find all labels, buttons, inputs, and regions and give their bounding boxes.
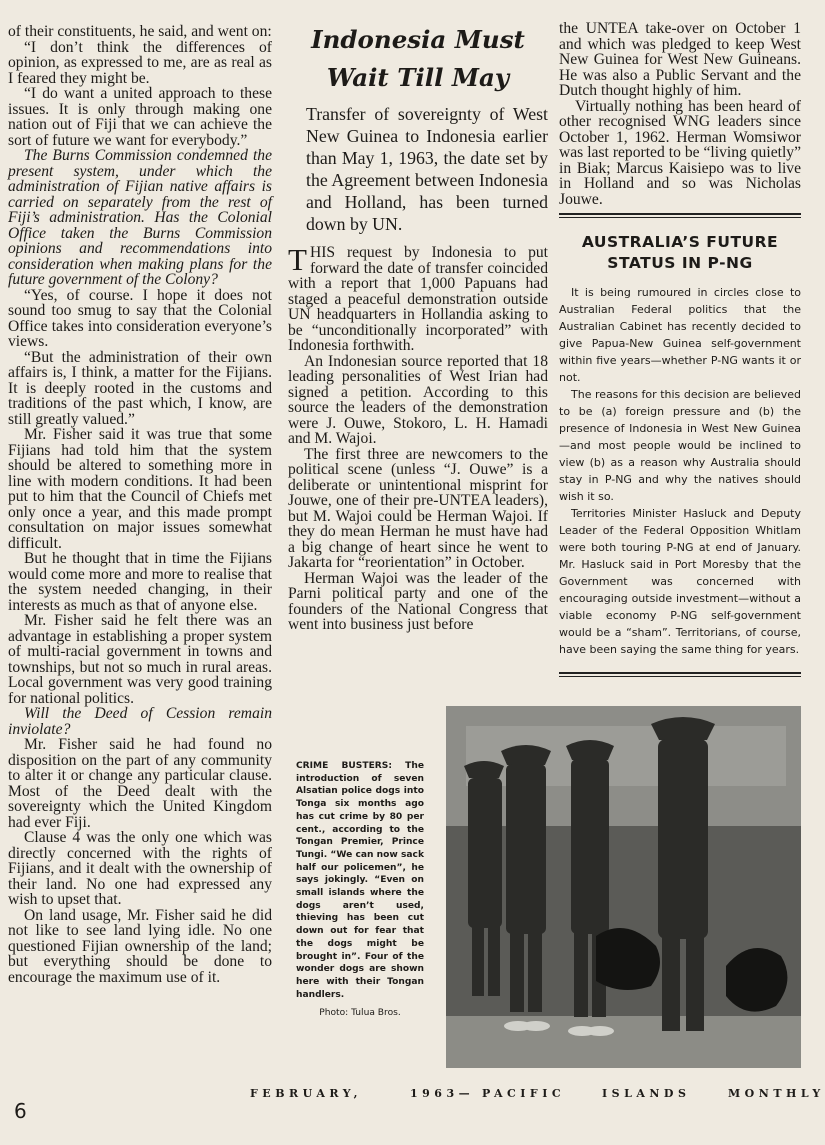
footer-magazine-word-2: ISLANDS: [602, 1087, 691, 1100]
footer-magazine-word-1: PACIFIC: [482, 1087, 566, 1100]
lead-text: HIS request by Indonesia to put forward the date of transfer coincided with a report that 1,000 Papuans had staged a peaceful demonstration outside UN headquarters in Hollandia asking to be “unconditionally incorporated” with Indonesia forthwith.: [288, 244, 548, 354]
lead-paragraph: [288, 242, 548, 354]
box-title: [559, 232, 801, 274]
page-footer: [0, 1084, 825, 1123]
divider-rule: [559, 213, 801, 218]
fiji-paragraph: But he thought that in time the Fijians would come more and more to realise that the system needed changing, in their interests as much as that of anyone else.: [8, 550, 272, 614]
fiji-paragraph: Will the Deed of Cession remain inviolate?: [8, 705, 272, 738]
article-fiji-column: [8, 24, 272, 985]
continued-paragraph-1: the UNTEA take-over on October 1 and which was pledged to keep West New Guinea for West New Guineans. He was also a Public Servant and the Dutch thought highly of him.: [559, 20, 801, 99]
fiji-paragraph: On land usage, Mr. Fisher said he did not like to see land lying idle. No one questioned Fijian ownership of the land; but everything should be done to encourage the maximum use of it.: [8, 906, 272, 986]
box-paragraph: The reasons for this decision are believed to be (a) foreign pressure and (b) the presence of Indonesia in West New Guinea—and most people would be inclined to view (b) as a reason why Australia should stay in P-NG and why the natives should wish it so.: [559, 388, 801, 503]
indonesia-paragraph: An Indonesian source reported that 18 leading personalities of West Irian had signed a petition. According to this source the leaders of the demonstration were J. Ouwe, Stokoro, L. H. Hamadi and M. Wajoi.: [288, 352, 548, 447]
article-continued-column: [559, 21, 801, 687]
caption-text: The introduction of seven Alsatian police dogs into Tonga six months ago has cut crime by 80 per cent., according to the Tongan Premier, Prince Tungi. “We can now sack half our policemen”, he says jokingly. “Even on small islands where the dogs aren’t used, thieving has been cut down out for fear that the dogs might be brought in”. Four of the wonder dogs are shown here with their Tongan handlers.: [296, 761, 424, 1000]
headline-line-1: Indonesia Must: [311, 25, 525, 54]
fiji-paragraph: “I do want a united approach to these issues. It is only through making one nation out of Fiji that we can achieve the sort of future we want for everybody.”: [8, 85, 272, 149]
headline: [288, 21, 548, 97]
box-title-line-1: AUSTRALIA’S FUTURE: [581, 233, 779, 251]
box-title-line-2: STATUS IN P-NG: [607, 254, 753, 272]
photo-credit: Photo: Tulua Bros.: [319, 1008, 401, 1019]
fiji-paragraph: of their constituents, he said, and went on:: [8, 23, 272, 40]
footer-month: FEBRUARY,: [250, 1087, 362, 1100]
headline-line-2: Wait Till May: [326, 63, 510, 92]
fiji-paragraph: Mr. Fisher said he had found no disposition on the part of any community to alter it or change any particular clause. Most of the Deed dealt with the sovereignty which the United Kingdom had ever Fiji.: [8, 736, 272, 831]
page-number: 6: [14, 1099, 27, 1123]
footer-magazine-word-3: MONTHLY: [728, 1087, 825, 1100]
indonesia-paragraph: The first three are newcomers to the political scene (unless “J. Ouwe” is a deliberate or unintentional misprint for Jouwe, one of their pre-UNTEA leaders), but M. Wajoi could be Herman Wajoi. If they do mean Herman he must have had a big change of heart since he went to Jakarta for “reorientation” in October.: [288, 445, 548, 571]
fiji-paragraph: Clause 4 was the only one which was directly concerned with the rights of Fijians, and it dealt with the ownership of their land. No one had expressed any wish to upset that.: [8, 829, 272, 908]
photo-caption: [296, 760, 424, 1020]
fiji-paragraph: Mr. Fisher said he felt there was an advantage in establishing a proper system of multi-racial government in towns and townships, but not so much in rural areas. Local government was very good training for national politics.: [8, 612, 272, 707]
drop-cap: T: [288, 242, 307, 277]
fiji-paragraph: The Burns Commission condemned the present system, under which the administration of Fijian native affairs is carried on separately from the rest of Fiji’s administration. Has the Colonial Office taken the Burns Commission opinions and recommendations into consideration when making plans for the future government of the Colony?: [8, 147, 272, 288]
photo-illustration: [446, 706, 801, 1068]
fiji-paragraph: “Yes, of course. I hope it does not sound too smug to say that the Colonial Office takes into consideration everyone’s views.: [8, 286, 272, 350]
fiji-paragraph: “But the administration of their own affairs is, I think, a matter for the Fijians. It is deeply rooted in the customs and traditions of the past which, I know, are still greatly valued.”: [8, 348, 272, 428]
box-paragraph: It is being rumoured in circles close to Australian Federal politics that the Australian Cabinet has recently decided to give Papua-New Guinea self-government within five years—whether P-NG wants it or not.: [559, 286, 801, 384]
continued-paragraph-2: Virtually nothing has been heard of other recognised WNG leaders since October 1, 1962. Herman Womsiwor was last reported to be “living quietly” in Biak; Marcus Kaisiepo was to live in Holland and so was Nicholas Jouwe.: [559, 97, 801, 208]
footer-year: 1963—: [410, 1087, 475, 1100]
caption-lead: CRIME BUSTERS:: [296, 761, 392, 771]
indonesia-paragraph: Herman Wajoi was the leader of the Parni political party and one of the founders of the National Congress that went into business just before: [288, 569, 548, 633]
box-body: [559, 284, 801, 658]
article-indonesia-column: [288, 21, 548, 633]
article-indonesia-body: [288, 354, 548, 633]
police-dogs-photo: [446, 706, 801, 1068]
standfirst: Transfer of sovereignty of West New Guinea to Indonesia earlier than May 1, 1963, the date set by the Agreement between Indonesia and Holland, has been turned down by UN.: [306, 104, 548, 234]
box-paragraph: Territories Minister Hasluck and Deputy Leader of the Federal Opposition Whitlam were both touring P-NG at end of January. Mr. Hasluck said in Port Moresby that the Government was concerned with encouraging outside investment—without a viable economy P-NG self-government would be a “sham”. Territorians, of course, have been saying the same thing for years.: [559, 507, 801, 656]
fiji-paragraph: “I don’t think the differences of opinion, as expressed to me, are as real as I feared they might be.: [8, 38, 272, 87]
divider-rule-bottom: [559, 672, 801, 677]
fiji-paragraph: Mr. Fisher said it was true that some Fijians had told him that the system should be altered to something more in line with modern conditions. It had been put to him that the Council of Chiefs met only once a year, and this made prompt consultation on major issues somewhat difficult.: [8, 426, 272, 552]
